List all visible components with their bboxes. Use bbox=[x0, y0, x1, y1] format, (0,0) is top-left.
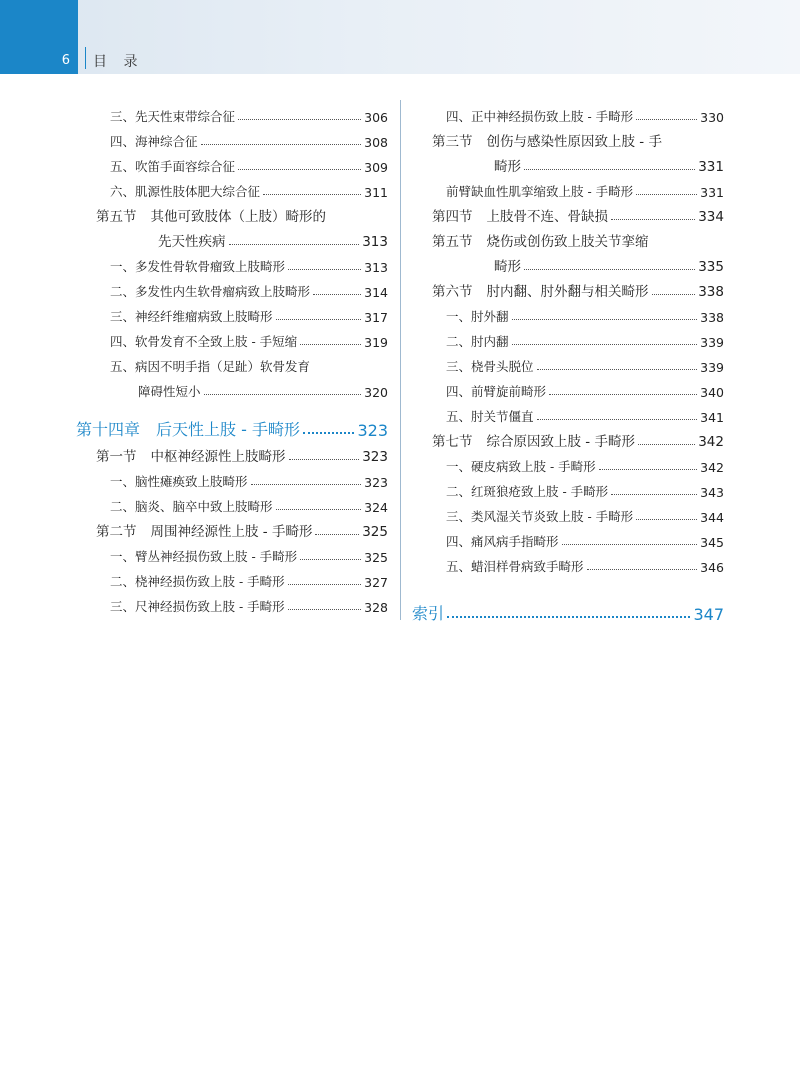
toc-section-entry[interactable] bbox=[76, 440, 388, 465]
leader-dots bbox=[288, 583, 361, 585]
entry-page-number: 313 bbox=[364, 260, 388, 275]
leader-dots bbox=[599, 468, 697, 470]
page-number-tab bbox=[0, 0, 78, 74]
leader-dots bbox=[263, 193, 361, 195]
entry-title: 三、尺神经损伤致上肢 - 手畸形 bbox=[110, 599, 285, 614]
entry-page-number: 327 bbox=[364, 575, 388, 590]
entry-title: 六、肌源性肢体肥大综合征 bbox=[110, 184, 261, 199]
entry-page-number: 319 bbox=[364, 335, 388, 350]
toc-entry[interactable] bbox=[412, 475, 724, 500]
leader-dots bbox=[201, 143, 362, 145]
entry-title: 烧伤或创伤致上肢关节挛缩 bbox=[486, 234, 649, 250]
entry-page-number: 306 bbox=[364, 110, 388, 125]
leader-dots bbox=[276, 508, 362, 510]
toc-entry[interactable] bbox=[412, 350, 724, 375]
entry-page-number: 328 bbox=[364, 600, 388, 615]
entry-page-number: 313 bbox=[362, 234, 388, 250]
toc-entry[interactable] bbox=[76, 565, 388, 590]
entry-title: 三、类风湿关节炎致上肢 - 手畸形 bbox=[446, 509, 634, 524]
leader-dots bbox=[447, 615, 690, 618]
leader-dots bbox=[313, 293, 361, 295]
entry-page-number: 317 bbox=[364, 310, 388, 325]
entry-title: 四、前臂旋前畸形 bbox=[446, 384, 547, 399]
toc-section-entry[interactable] bbox=[76, 515, 388, 540]
entry-page-number: 323 bbox=[357, 421, 388, 440]
leader-dots bbox=[238, 168, 361, 170]
entry-page-number: 323 bbox=[364, 475, 388, 490]
entry-title: 二、桡神经损伤致上肢 - 手畸形 bbox=[110, 574, 285, 589]
entry-page-number: 331 bbox=[698, 159, 724, 175]
entry-title: 前臂缺血性肌挛缩致上肢 - 手畸形 bbox=[446, 184, 634, 199]
entry-title: 二、红斑狼疮致上肢 - 手畸形 bbox=[446, 484, 609, 499]
entry-title: 后天性上肢 - 手畸形 bbox=[156, 420, 300, 439]
toc-entry[interactable] bbox=[412, 325, 724, 350]
header-divider bbox=[85, 47, 86, 69]
entry-title: 一、臂丛神经损伤致上肢 - 手畸形 bbox=[110, 549, 298, 564]
entry-title: 障碍性短小 bbox=[138, 384, 201, 399]
leader-dots bbox=[537, 368, 698, 370]
toc-entry[interactable] bbox=[412, 100, 724, 125]
entry-page-number: 324 bbox=[364, 500, 388, 515]
leader-dots bbox=[288, 608, 361, 610]
entry-title: 二、脑炎、脑卒中致上肢畸形 bbox=[110, 499, 273, 514]
leader-dots bbox=[238, 118, 361, 120]
entry-title: 三、神经纤维瘤病致上肢畸形 bbox=[110, 309, 273, 324]
toc-entry[interactable] bbox=[76, 540, 388, 565]
entry-page-number: 338 bbox=[698, 284, 724, 300]
toc-section-entry[interactable] bbox=[412, 125, 724, 150]
toc-entry[interactable] bbox=[76, 250, 388, 275]
leader-dots bbox=[229, 243, 360, 245]
leader-dots bbox=[512, 343, 698, 345]
page-number: 6 bbox=[61, 53, 70, 68]
leader-dots bbox=[289, 458, 360, 460]
leader-dots bbox=[512, 318, 698, 320]
entry-title: 上肢骨不连、骨缺损 bbox=[486, 209, 608, 225]
entry-title: 二、多发性内生软骨瘤病致上肢畸形 bbox=[110, 284, 311, 299]
toc-entry[interactable] bbox=[76, 375, 388, 400]
toc-entry[interactable] bbox=[412, 400, 724, 425]
entry-title: 四、软骨发育不全致上肢 - 手短缩 bbox=[110, 334, 298, 349]
entry-title: 周围神经源性上肢 - 手畸形 bbox=[150, 524, 313, 540]
entry-page-number: 320 bbox=[364, 385, 388, 400]
toc-index-entry[interactable] bbox=[412, 590, 724, 624]
toc-entry[interactable] bbox=[76, 350, 388, 375]
entry-number: 第十四章 bbox=[76, 420, 141, 439]
entry-page-number: 314 bbox=[364, 285, 388, 300]
entry-title: 畸形 bbox=[494, 259, 521, 275]
entry-title: 四、痛风病手指畸形 bbox=[446, 534, 559, 549]
entry-number: 第七节 bbox=[432, 434, 473, 450]
toc-section-entry[interactable] bbox=[412, 425, 724, 450]
leader-dots bbox=[251, 483, 362, 485]
entry-page-number: 331 bbox=[700, 185, 724, 200]
toc-left-column bbox=[76, 100, 388, 615]
header-label: 目 录 bbox=[93, 54, 144, 70]
leader-dots bbox=[636, 518, 697, 520]
leader-dots bbox=[611, 218, 695, 220]
leader-dots bbox=[276, 318, 362, 320]
entry-title: 创伤与感染性原因致上肢 - 手 bbox=[486, 134, 662, 150]
toc-entry[interactable] bbox=[412, 550, 724, 575]
toc-section-entry[interactable] bbox=[412, 225, 724, 250]
leader-dots bbox=[587, 568, 698, 570]
entry-number: 第五节 bbox=[96, 209, 137, 225]
leader-dots bbox=[288, 268, 361, 270]
entry-title: 四、正中神经损伤致上肢 - 手畸形 bbox=[446, 109, 634, 124]
entry-title: 一、脑性瘫痪致上肢畸形 bbox=[110, 474, 248, 489]
toc-section-entry[interactable] bbox=[76, 200, 388, 225]
entry-title: 一、肘外翻 bbox=[446, 309, 509, 324]
entry-page-number: 339 bbox=[700, 360, 724, 375]
toc-entry[interactable] bbox=[412, 500, 724, 525]
toc-entry[interactable] bbox=[76, 100, 388, 125]
entry-number: 第二节 bbox=[96, 524, 137, 540]
leader-dots bbox=[549, 393, 697, 395]
entry-page-number: 339 bbox=[700, 335, 724, 350]
entry-page-number: 311 bbox=[364, 185, 388, 200]
entry-page-number: 343 bbox=[700, 485, 724, 500]
entry-page-number: 342 bbox=[698, 434, 724, 450]
entry-page-number: 346 bbox=[700, 560, 724, 575]
toc-entry[interactable] bbox=[76, 590, 388, 615]
toc-entry[interactable] bbox=[412, 150, 724, 175]
entry-page-number: 325 bbox=[362, 524, 388, 540]
entry-title: 二、肘内翻 bbox=[446, 334, 509, 349]
entry-title: 肘内翻、肘外翻与相关畸形 bbox=[486, 284, 649, 300]
leader-dots bbox=[537, 418, 698, 420]
entry-page-number: 308 bbox=[364, 135, 388, 150]
toc-entry[interactable] bbox=[76, 175, 388, 200]
toc-entry[interactable] bbox=[76, 150, 388, 175]
entry-number: 第三节 bbox=[432, 134, 473, 150]
toc-entry[interactable] bbox=[76, 325, 388, 350]
entry-page-number: 330 bbox=[700, 110, 724, 125]
toc-entry[interactable] bbox=[412, 250, 724, 275]
entry-number: 第六节 bbox=[432, 284, 473, 300]
leader-dots bbox=[638, 443, 695, 445]
toc-entry[interactable] bbox=[412, 375, 724, 400]
toc-entry[interactable] bbox=[76, 125, 388, 150]
leader-dots bbox=[652, 293, 696, 295]
leader-dots bbox=[303, 431, 354, 434]
page-header bbox=[0, 0, 800, 74]
entry-title: 五、吹笛手面容综合征 bbox=[110, 159, 236, 174]
toc-right-column bbox=[412, 100, 724, 575]
entry-title: 一、多发性骨软骨瘤致上肢畸形 bbox=[110, 259, 286, 274]
index-page: 347 bbox=[693, 605, 724, 624]
toc-entry[interactable] bbox=[412, 450, 724, 475]
entry-title: 四、海神综合征 bbox=[110, 134, 198, 149]
leader-dots bbox=[524, 168, 695, 170]
leader-dots bbox=[300, 558, 361, 560]
toc-section-entry[interactable] bbox=[412, 200, 724, 225]
entry-page-number: 325 bbox=[364, 550, 388, 565]
entry-title: 先天性疾病 bbox=[158, 234, 226, 250]
toc-entry[interactable] bbox=[76, 225, 388, 250]
toc-entry[interactable] bbox=[76, 275, 388, 300]
entry-title: 五、蜡泪样骨病致手畸形 bbox=[446, 559, 584, 574]
leader-dots bbox=[315, 533, 359, 535]
leader-dots bbox=[636, 118, 697, 120]
leader-dots bbox=[204, 393, 362, 395]
entry-title: 三、桡骨头脱位 bbox=[446, 359, 534, 374]
entry-page-number: 338 bbox=[700, 310, 724, 325]
entry-page-number: 323 bbox=[362, 449, 388, 465]
entry-title: 一、硬皮病致上肢 - 手畸形 bbox=[446, 459, 596, 474]
toc-entry[interactable] bbox=[76, 465, 388, 490]
entry-title: 其他可致肢体（上肢）畸形的 bbox=[150, 209, 326, 225]
toc-entry[interactable] bbox=[412, 525, 724, 550]
leader-dots bbox=[300, 343, 361, 345]
entry-page-number: 340 bbox=[700, 385, 724, 400]
index-label: 索引 bbox=[412, 604, 445, 623]
entry-title: 五、肘关节僵直 bbox=[446, 409, 534, 424]
toc-entry[interactable] bbox=[412, 300, 724, 325]
toc-entry[interactable] bbox=[76, 300, 388, 325]
toc-section-entry[interactable] bbox=[412, 275, 724, 300]
toc-entry[interactable] bbox=[412, 175, 724, 200]
entry-page-number: 342 bbox=[700, 460, 724, 475]
entry-page-number: 344 bbox=[700, 510, 724, 525]
entry-title: 五、病因不明手指（足趾）软骨发育 bbox=[110, 359, 311, 374]
entry-page-number: 309 bbox=[364, 160, 388, 175]
entry-number: 第五节 bbox=[432, 234, 473, 250]
entry-page-number: 341 bbox=[700, 410, 724, 425]
entry-page-number: 345 bbox=[700, 535, 724, 550]
entry-title: 三、先天性束带综合征 bbox=[110, 109, 236, 124]
leader-dots bbox=[562, 543, 698, 545]
leader-dots bbox=[611, 493, 697, 495]
leader-dots bbox=[524, 268, 695, 270]
entry-title: 中枢神经源性上肢畸形 bbox=[150, 449, 286, 465]
toc-entry[interactable] bbox=[76, 490, 388, 515]
leader-dots bbox=[636, 193, 697, 195]
entry-title: 畸形 bbox=[494, 159, 521, 175]
entry-page-number: 334 bbox=[698, 209, 724, 225]
entry-number: 第四节 bbox=[432, 209, 473, 225]
entry-page-number: 335 bbox=[698, 259, 724, 275]
toc-chapter-entry[interactable] bbox=[76, 406, 388, 440]
entry-number: 第一节 bbox=[96, 449, 137, 465]
column-divider bbox=[400, 100, 401, 620]
entry-title: 综合原因致上肢 - 手畸形 bbox=[486, 434, 635, 450]
